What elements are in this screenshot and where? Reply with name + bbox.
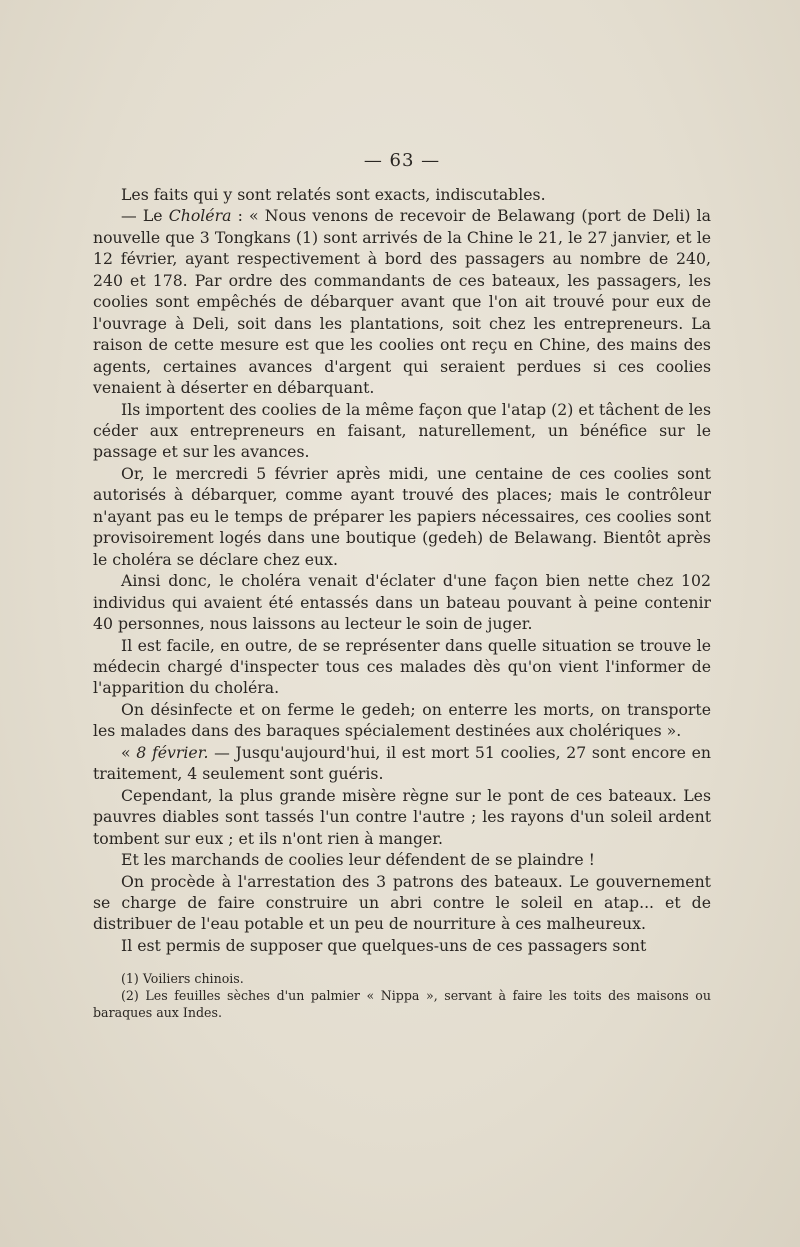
paragraph-text: Les faits qui y sont relatés sont exacts, indiscutables. xyxy=(121,185,546,204)
paragraph xyxy=(93,635,711,699)
paragraph-text: Il est facile, en outre, de se représenter dans quelle situation se trouve le médecin chargé d'inspecter tous ces malades dès qu'on vient l'informer de l'apparition du choléra. xyxy=(93,635,711,698)
paragraph-text: : « Nous venons de recevoir de Belawang (port de Deli) la nouvelle que 3 Tongkans (1) sont arrivés de la Chine le 21, le 27 janvier, et le 12 février, ayant respectivement à bord des passagers au nombre de 240, 240 et 178. Par ordre des commandants de ces bateaux, les passagers, les coolies sont empêchés de débarquer avant que l'on ait trouvé pour eux de l'ouvrage à Deli, soit dans les plantations, soit chez les entrepreneurs. La raison de cette mesure est que les coolies ont reçu en Chine, des mains des agents, certaines avances d'argent qui seraient perdues si ces coolies venaient à déserter en débarquant. xyxy=(93,206,711,398)
paragraph-prefix: — Le xyxy=(121,206,169,226)
paragraph-text: — Jusqu'aujourd'hui, il est mort 51 coolies, 27 sont encore en traitement, 4 seulement sont guéris. xyxy=(93,742,711,784)
paragraph-text: Ils importent des coolies de la même façon que l'atap (2) et tâchent de les céder aux entrepreneurs en faisant, naturellement, un bénéfice sur le passage et sur les avances. xyxy=(93,399,711,462)
paragraph xyxy=(93,871,711,935)
paragraph-text: Or, le mercredi 5 février après midi, une centaine de ces coolies sont autorisés à débarquer, comme ayant trouvé des places; mais le contrôleur n'ayant pas eu le temps de préparer les papiers nécessaires, ces coolies sont provisoirement logés dans une boutique (gedeh) de Belawang. Bientôt après le choléra se déclare chez eux. xyxy=(93,463,711,569)
paragraph-text: On procède à l'arrestation des 3 patrons des bateaux. Le gouvernement se charge de faire construire un abri contre le soleil en atap... et de distribuer de l'eau potable et un peu de nourriture à ces malheureux. xyxy=(93,871,711,934)
paragraph-prefix: « xyxy=(121,742,137,762)
paragraph xyxy=(93,699,711,742)
paragraph xyxy=(93,742,711,785)
paragraph-text: Et les marchands de coolies leur défendent de se plaindre ! xyxy=(121,850,595,870)
paragraph xyxy=(93,849,711,870)
paragraph xyxy=(93,570,711,634)
page-number: — 63 — xyxy=(363,150,441,171)
paragraph-text: Il est permis de supposer que quelques-uns de ces passagers sont xyxy=(121,935,647,955)
paragraph-text: Cependant, la plus grande misère règne sur le pont de ces bateaux. Les pauvres diables sont tassés l'un contre l'autre ; les rayons d'un soleil ardent tombent sur eux ; et ils n'ont rien à manger. xyxy=(93,785,711,848)
paragraph xyxy=(93,463,711,570)
page xyxy=(93,148,711,1021)
paragraph xyxy=(93,785,711,849)
paragraph-text: Ainsi donc, le choléra venait d'éclater d'une façon bien nette chez 102 individus qui avaient été entassés dans un bateau pouvant à peine contenir 40 personnes, nous laissons au lecteur le soin de juger. xyxy=(93,571,711,634)
footnote: (2) Les feuilles sèches d'un palmier « Nippa », servant à faire les toits des maisons ou baraques aux Indes. xyxy=(93,988,711,1021)
footnote: (1) Voiliers chinois. xyxy=(121,971,244,987)
paragraph-text: On désinfecte et on ferme le gedeh; on enterre les morts, on transporte les malades dans des baraques spécialement destinées aux cholériques ». xyxy=(93,699,711,741)
paragraph xyxy=(93,184,711,205)
italic-term: Choléra xyxy=(168,206,232,226)
body-text xyxy=(93,184,711,956)
paragraph xyxy=(93,205,711,398)
paragraph xyxy=(93,399,711,463)
footnotes xyxy=(93,970,711,1021)
italic-date: 8 février. xyxy=(136,742,209,762)
paragraph xyxy=(93,935,711,956)
